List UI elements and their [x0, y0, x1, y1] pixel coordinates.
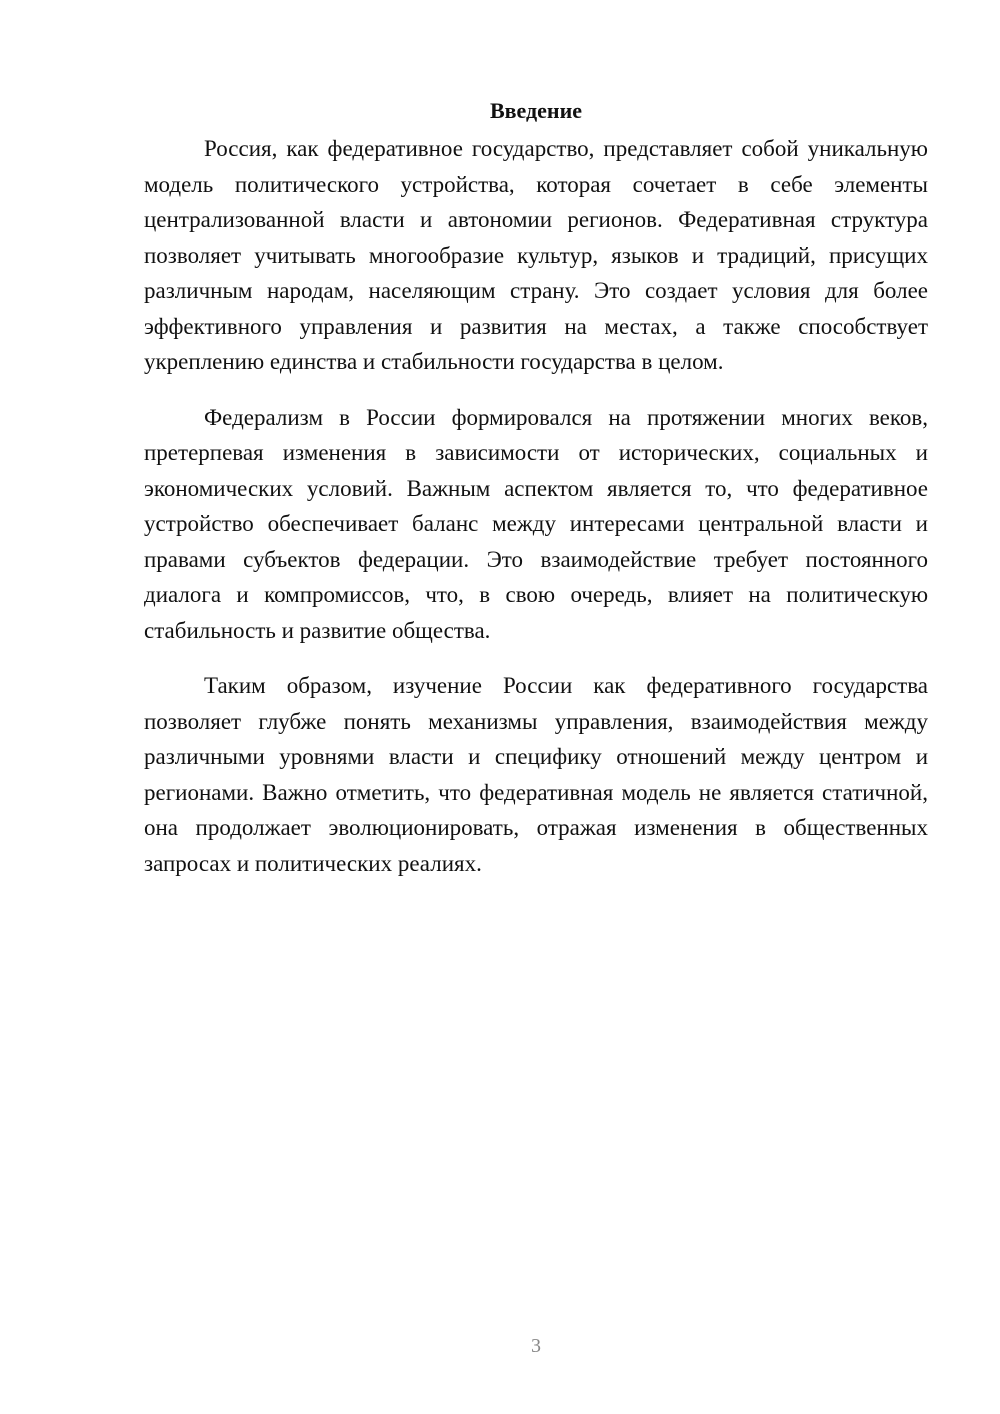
page-number: 3 — [531, 1335, 541, 1357]
paragraph-3: Таким образом, изучение России как федеративного государства позволяет глубже понять механизмы управления, взаимодействия между различными уровнями власти и специфику отношений между центром и регионами. Важно отметить, что федеративная модель не является статичной, она продолжает эволюционировать, отражая изменения в общественных запросах и политических реалиях. — [144, 673, 928, 876]
paragraph-1: Россия, как федеративное государство, представляет собой уникальную модель политического устройства, которая сочетает в себе элементы централизованной власти и автономии регионов. Федеративная структура позволяет учитывать многообразие культур, языков и традиций, присущих различным народам, населяющим страну. Это создает условия для более эффективного управления и развития на местах, а также способствует укреплению единства и стабильности государства в целом. — [144, 136, 928, 374]
page-content — [144, 95, 928, 901]
paragraph-2: Федерализм в России формировался на протяжении многих веков, претерпевая изменения в зависимости от исторических, социальных и экономических условий. Важным аспектом является то, что федеративное устройство обеспечивает баланс между интересами центральной власти и правами субъектов федерации. Это взаимодействие требует постоянного диалога и компромиссов, что, в свою очередь, влияет на политическую стабильность и развитие общества. — [144, 404, 928, 643]
section-title: Введение — [489, 98, 583, 123]
